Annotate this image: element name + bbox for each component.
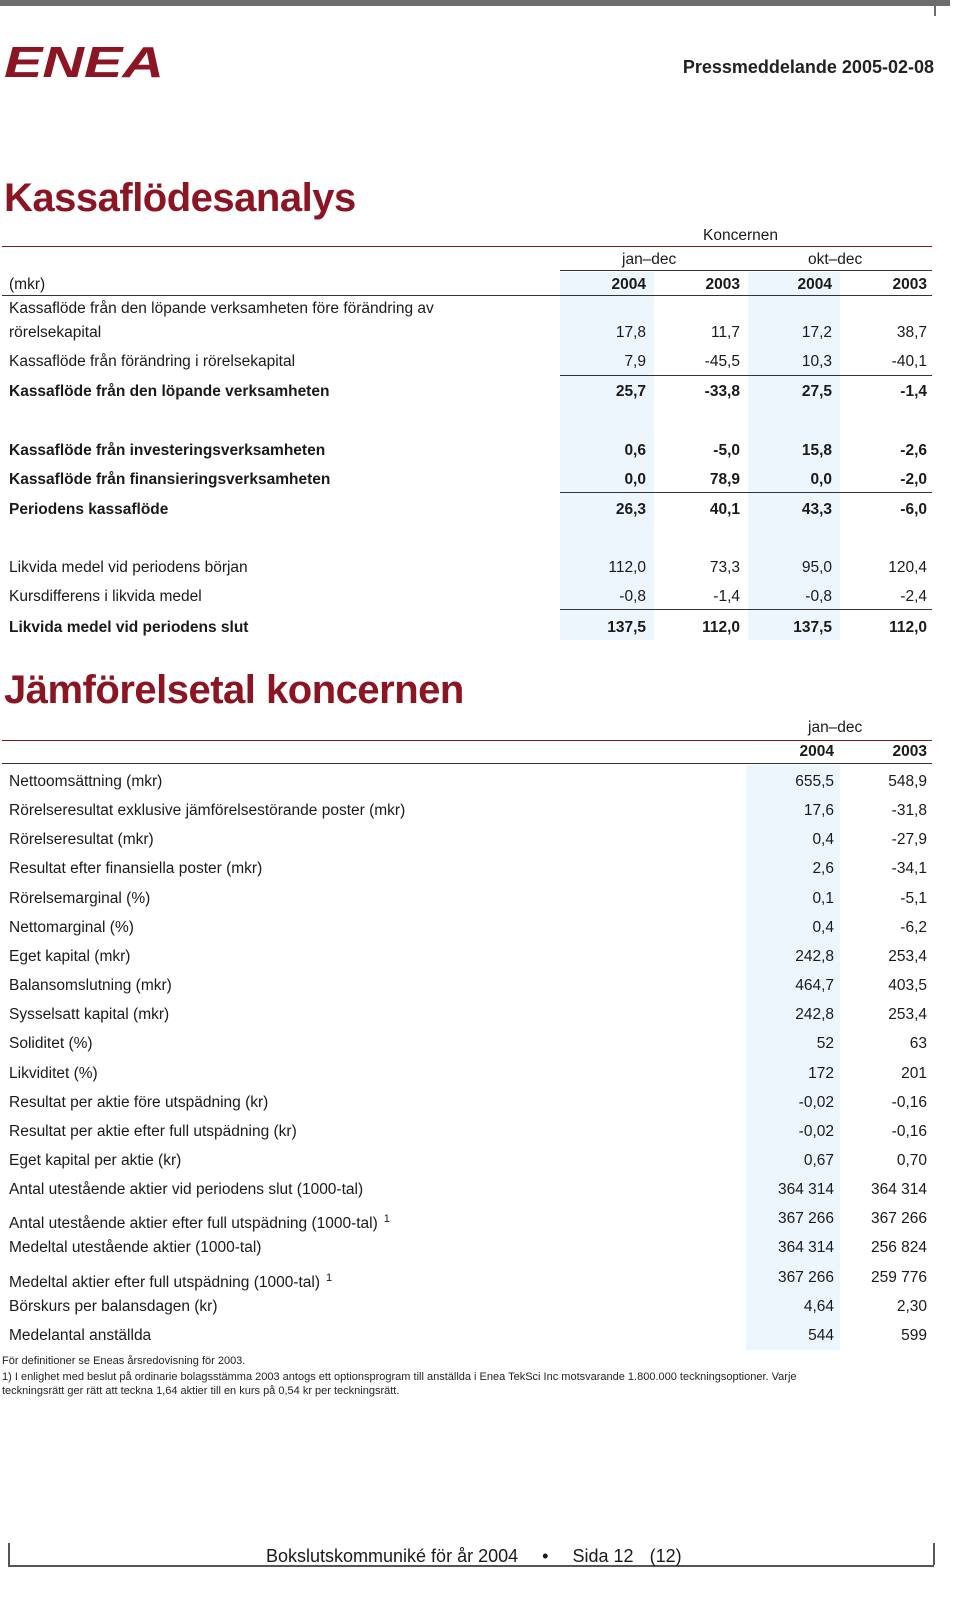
keyfigures-cell: -0,02 [798, 1094, 834, 1111]
cashflow-cell: -1,4 [900, 383, 927, 400]
keyfigures-row-label-text: Rörelseresultat (mkr) [9, 831, 154, 848]
keyfigures-row-label-text: Eget kapital per aktie (kr) [9, 1152, 182, 1169]
subtotal-rule [560, 492, 932, 493]
keyfigures-row-label [9, 919, 134, 937]
footnote-1-line1: 1) I enlighet med beslut på ordinarie bolagsstämma 2003 antogs ett optionsprogram till anställda i Enea TekSci Inc motsvarande 1.800.000 teckningsoptioner. Varje [2, 1371, 797, 1383]
keyfigures-row-label [9, 1327, 151, 1345]
keyfigures-cell: 464,7 [795, 977, 834, 994]
rule-under-period [2, 740, 932, 741]
enea-logo-graphic [4, 42, 169, 82]
keyfigures-row-label [9, 1269, 332, 1292]
keyfigures-cell: 2,6 [812, 860, 834, 877]
keyfigures-row-label-text: Balansomslutning (mkr) [9, 977, 172, 994]
cashflow-cell: -0,8 [805, 588, 832, 605]
keyfigures-cell: 63 [909, 1035, 927, 1052]
keyfigures-row-label-text: Soliditet (%) [9, 1035, 93, 1052]
keyfigures-cell: -0,16 [891, 1123, 927, 1140]
keyfigures-row-label [9, 802, 405, 820]
keyfigures-cell: 364 314 [777, 1239, 834, 1256]
rule-under-years [2, 295, 932, 296]
keyfigures-cell: 548,9 [888, 773, 927, 790]
footer-left-tick [8, 1543, 10, 1565]
keyfigures-row-label-text: Eget kapital (mkr) [9, 948, 131, 965]
cashflow-cell: -2,0 [900, 471, 927, 488]
cashflow-cell: 43,3 [801, 501, 832, 518]
keyfigures-cell: -27,9 [891, 831, 927, 848]
keyfigures-row-label [9, 977, 172, 995]
definitions-note: För definitioner se Eneas årsredovisning för 2003. [2, 1355, 246, 1367]
footer-text [266, 1546, 682, 1567]
cashflow-heading: Kassaflödesanalys [4, 176, 356, 220]
cashflow-cell: 15,8 [801, 442, 832, 459]
cashflow-cell: 73,3 [709, 559, 740, 576]
keyfigures-row-label-text: Antal utestående aktier vid periodens slut (1000-tal) [9, 1181, 364, 1198]
keyfigures-cell: 0,67 [803, 1152, 834, 1169]
cashflow-row-label: Kassaflöde från investeringsverksamheten [9, 442, 326, 459]
keyfigures-row-label [9, 1298, 218, 1316]
cashflow-cell: 0,0 [810, 471, 832, 488]
footer-page-label: Sida 12 [572, 1546, 634, 1566]
footnote-marker: 1 [326, 1272, 333, 1284]
year-header: 2004 [611, 276, 646, 293]
cashflow-cell: 137,5 [607, 619, 646, 636]
year-header: 2004 [797, 276, 832, 293]
keyfigures-cell: 367 266 [777, 1210, 834, 1227]
keyfigures-cell: 2,30 [896, 1298, 927, 1315]
keyfigures-cell: 4,64 [803, 1298, 834, 1315]
cashflow-row-label: Likvida medel vid periodens slut [9, 619, 249, 636]
keyfigures-cell: 256 824 [870, 1239, 927, 1256]
keyfigures-cell: 367 266 [870, 1210, 927, 1227]
keyfigures-row-label [9, 1181, 363, 1199]
keyfigures-cell: 242,8 [795, 948, 834, 965]
keyfigures-row-label-text: Rörelseresultat exklusive jämförelsestörande poster (mkr) [9, 802, 406, 819]
keyfigures-row-label-text: Resultat efter finansiella poster (mkr) [9, 860, 263, 877]
subtotal-rule [560, 375, 932, 376]
cashflow-cell: 40,1 [709, 501, 740, 518]
cashflow-cell: -40,1 [891, 353, 927, 370]
keyfigures-row-label [9, 773, 162, 791]
cashflow-cell: 78,9 [709, 471, 740, 488]
cashflow-cell: 0,0 [624, 471, 646, 488]
footer-page-total: (12) [649, 1546, 682, 1566]
keyfigures-row-label [9, 1123, 297, 1141]
keyfigures-cell: -6,2 [900, 919, 927, 936]
keyfigures-row-label-text: Antal utestående aktier efter full utspädning (1000-tal) [9, 1215, 378, 1233]
cashflow-cell: 26,3 [615, 501, 646, 518]
rule-under-periods [560, 270, 932, 271]
rule-under-keyfig-years [2, 763, 932, 764]
keyfigures-row-label-text: Resultat per aktie före utspädning (kr) [9, 1094, 269, 1111]
cashflow-cell: 11,7 [710, 324, 740, 341]
cashflow-cell: -6,0 [900, 501, 927, 518]
keyfigures-row-label [9, 1065, 98, 1083]
keyfigures-cell: 544 [808, 1327, 834, 1344]
cashflow-cell: 137,5 [793, 619, 832, 636]
keyfigures-year-header: 2004 [799, 743, 834, 760]
keyfigures-row-label [9, 1006, 169, 1024]
cashflow-cell: 95,0 [801, 559, 832, 576]
keyfigures-cell: 0,4 [812, 919, 834, 936]
keyfigures-row-label-text: Börskurs per balansdagen (kr) [9, 1298, 218, 1315]
keyfigures-cell: -0,16 [891, 1094, 927, 1111]
cashflow-row-label: Kassaflöde från förändring i rörelsekapital [9, 353, 296, 370]
keyfigures-row-label-text: Sysselsatt kapital (mkr) [9, 1006, 170, 1023]
keyfigures-cell: 364 314 [777, 1181, 834, 1198]
subtotal-rule [560, 609, 932, 610]
keyfigures-row-label [9, 890, 150, 908]
cashflow-row-label: Likvida medel vid periodens början [9, 559, 248, 576]
keyfigures-cell: 0,70 [896, 1152, 927, 1169]
cashflow-cell: 0,6 [624, 442, 646, 459]
footer-right-tick [933, 1543, 935, 1565]
cashflow-row-label: Periodens kassaflöde [9, 501, 169, 518]
keyfigures-year-header: 2003 [892, 743, 927, 760]
keyfigures-row-label-text: Resultat per aktie efter full utspädning (kr) [9, 1123, 297, 1140]
period-okt-dec: okt–dec [808, 251, 863, 268]
cashflow-cell: -45,5 [704, 353, 740, 370]
keyfigures-cell: 242,8 [795, 1006, 834, 1023]
keyfigures-cell: -31,8 [891, 802, 927, 819]
keyfigures-cell: 253,4 [888, 948, 927, 965]
group-header: Koncernen [703, 227, 778, 244]
cashflow-cell: 112,0 [608, 559, 646, 576]
cashflow-cell: 112,0 [702, 619, 740, 636]
keyfigures-cell: 253,4 [888, 1006, 927, 1023]
keyfigures-cell: 52 [816, 1035, 834, 1052]
keyfigures-row-label-text: Nettoomsättning (mkr) [9, 773, 163, 790]
cashflow-cell: 17,2 [801, 324, 832, 341]
year-header: 2003 [705, 276, 740, 293]
keyfigures-cell: 201 [901, 1065, 927, 1082]
keyfigures-row-label-text: Medeltal utestående aktier (1000-tal) [9, 1239, 262, 1256]
footnote-marker: 1 [383, 1213, 390, 1225]
keyfigures-row-label [9, 1152, 181, 1170]
cashflow-cell: 17,8 [615, 324, 646, 341]
cashflow-cell: 120,4 [888, 559, 927, 576]
cashflow-cell: 25,7 [615, 383, 646, 400]
cashflow-cell: -5,0 [713, 442, 740, 459]
cashflow-row-label: Kursdifferens i likvida medel [9, 588, 202, 605]
keyfigures-cell: 655,5 [795, 773, 834, 790]
keyfigures-row-label [9, 860, 262, 878]
enea-logo [4, 42, 169, 87]
cashflow-cell: -2,6 [900, 442, 927, 459]
press-release-date: Pressmeddelande 2005-02-08 [682, 57, 934, 77]
keyfigures-row-label [9, 831, 154, 849]
cashflow-row-label: Kassaflöde från finansieringsverksamheten [9, 471, 331, 488]
keyfigures-cell: 0,1 [812, 890, 834, 907]
keyfigures-cell: 17,6 [803, 802, 834, 819]
keyfigures-period: jan–dec [808, 719, 863, 736]
year-header: 2003 [892, 276, 927, 293]
keyfigures-row-label-text: Likviditet (%) [9, 1065, 98, 1082]
cashflow-cell: -1,4 [713, 588, 740, 605]
cashflow-row-label: Kassaflöde från den löpande verksamheten [9, 383, 330, 400]
cashflow-cell: 10,3 [801, 353, 832, 370]
top-border-bar [0, 0, 950, 6]
footnote-1-line2: teckningsrätt ger rätt att teckna 1,64 aktier till en kurs på 0,54 kr per teckningsrätt. [2, 1385, 400, 1397]
keyfigures-cell: 403,5 [888, 977, 927, 994]
cashflow-row-label: Kassaflöde från den löpande verksamheten före förändring av [9, 300, 434, 317]
logo-text: ENEA [4, 42, 164, 82]
keyfigures-row-label-text: Medelantal anställda [9, 1327, 152, 1344]
keyfigures-cell: 172 [808, 1065, 834, 1082]
keyfigures-row-label-text: Rörelsemarginal (%) [9, 890, 151, 907]
unit-label: (mkr) [9, 276, 46, 293]
cashflow-cell: -2,4 [900, 588, 927, 605]
period-jan-dec: jan–dec [622, 251, 677, 268]
keyfigures-row-label [9, 1210, 390, 1233]
keyfigures-cell: -5,1 [900, 890, 927, 907]
footer-bullet: • [542, 1546, 549, 1566]
keyfigures-cell: -0,02 [798, 1123, 834, 1140]
top-border-tick [934, 0, 936, 16]
keyfigures-cell: 599 [901, 1327, 927, 1344]
keyfigures-cell: 364 314 [870, 1181, 927, 1198]
cashflow-cell: 38,7 [896, 324, 927, 341]
keyfigures-row-label [9, 948, 130, 966]
cashflow-row-label: rörelsekapital [9, 324, 102, 341]
cashflow-cell: 27,5 [801, 383, 832, 400]
keyfigures-row-label-text: Medeltal aktier efter full utspädning (1000-tal) [9, 1274, 321, 1292]
cashflow-cell: 7,9 [624, 353, 646, 370]
keyfigures-row-label [9, 1035, 93, 1053]
keyfigures-row-label-text: Nettomarginal (%) [9, 919, 134, 936]
footer-doc-title: Bokslutskommuniké för år 2004 [266, 1546, 519, 1566]
keyfigures-shade-2004 [746, 765, 840, 1350]
rule-under-group [2, 246, 932, 247]
keyfigures-cell: 259 776 [870, 1269, 927, 1286]
keyfigures-cell: 367 266 [777, 1269, 834, 1286]
keyfigures-cell: -34,1 [891, 860, 927, 877]
keyfigures-row-label [9, 1239, 261, 1257]
keyfigures-row-label [9, 1094, 268, 1112]
keyfigures-heading: Jämförelsetal koncernen [4, 668, 464, 712]
keyfigures-cell: 0,4 [812, 831, 834, 848]
cashflow-cell: -0,8 [619, 588, 646, 605]
cashflow-cell: -33,8 [704, 383, 740, 400]
cashflow-cell: 112,0 [889, 619, 927, 636]
